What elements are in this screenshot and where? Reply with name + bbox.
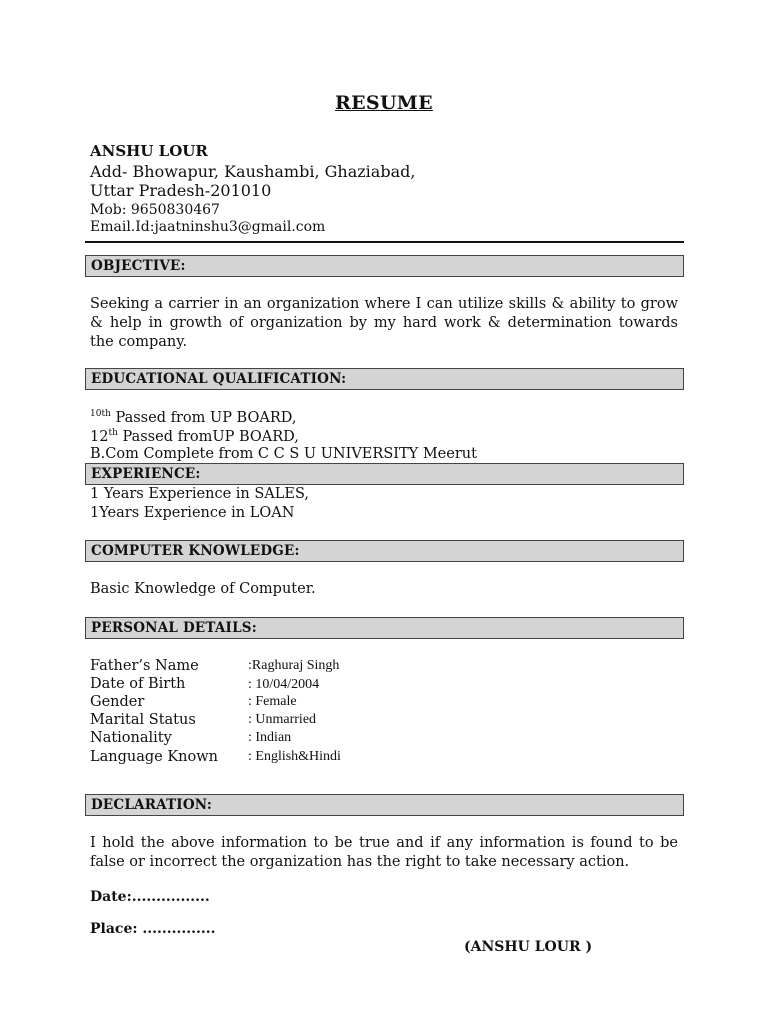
personal-label-marital-status: Marital Status — [90, 712, 196, 728]
education-item — [90, 428, 299, 445]
personal-label-gender: Gender — [90, 694, 145, 710]
section-heading-computer-knowledge: COMPUTER KNOWLEDGE: — [85, 540, 684, 562]
section-heading-declaration: DECLARATION: — [85, 794, 684, 816]
education-item-sup: 10th — [90, 409, 111, 419]
personal-value-language-known: : English&Hindi — [248, 749, 341, 764]
experience-item: 1Years Experience in LOAN — [90, 505, 295, 521]
page-title: RESUME — [335, 92, 433, 114]
computer-knowledge-text: Basic Knowledge of Computer. — [90, 581, 316, 597]
section-heading-personal-details: PERSONAL DETAILS: — [85, 617, 684, 639]
education-item-sup: th — [108, 428, 118, 438]
education-item-prefix: 12 — [90, 429, 109, 445]
personal-value-marital-status: : Unmarried — [248, 712, 317, 727]
address-line-2: Uttar Pradesh-201010 — [90, 181, 272, 200]
personal-label-date-of-birth: Date of Birth — [90, 676, 186, 692]
section-heading-experience: EXPERIENCE: — [85, 463, 684, 485]
address-line-1: Add- Bhowapur, Kaushambi, Ghaziabad, — [90, 162, 416, 181]
signature-name: (ANSHU LOUR ) — [464, 939, 593, 955]
personal-value-nationality: : Indian — [248, 730, 292, 745]
email-address: Email.Id:jaatninshu3@gmail.com — [90, 219, 326, 235]
header-divider — [85, 241, 684, 243]
personal-value-date-of-birth: : 10/04/2004 — [248, 677, 320, 692]
section-heading-objective: OBJECTIVE: — [85, 255, 684, 277]
education-item — [90, 446, 477, 462]
personal-label-fathers-name: Father’s Name — [90, 658, 199, 674]
experience-item: 1 Years Experience in SALES, — [90, 486, 310, 502]
education-item — [90, 409, 296, 426]
section-heading-education: EDUCATIONAL QUALIFICATION: — [85, 368, 684, 390]
education-item-text: B.Com Complete from C C S U UNIVERSITY Meerut — [90, 446, 477, 462]
candidate-name: ANSHU LOUR — [90, 142, 208, 160]
personal-value-gender: : Female — [248, 694, 297, 709]
declaration-date: Date:................ — [90, 889, 210, 905]
declaration-text: I hold the above information to be true and if any information is found to be false or incorrect the organization has the right to take necessary action. — [90, 835, 678, 870]
declaration-place: Place: ............... — [90, 921, 216, 937]
education-item-text: Passed from UP BOARD, — [110, 410, 297, 426]
personal-value-fathers-name: :Raghuraj Singh — [248, 658, 340, 673]
personal-label-language-known: Language Known — [90, 749, 219, 765]
personal-label-nationality: Nationality — [90, 730, 172, 746]
objective-text: Seeking a carrier in an organization where I can utilize skills & ability to grow & help in growth of organization by my hard work & determination towards the company. — [90, 296, 678, 350]
education-item-text: Passed fromUP BOARD, — [117, 429, 299, 445]
mobile-number: Mob: 9650830467 — [90, 202, 220, 218]
